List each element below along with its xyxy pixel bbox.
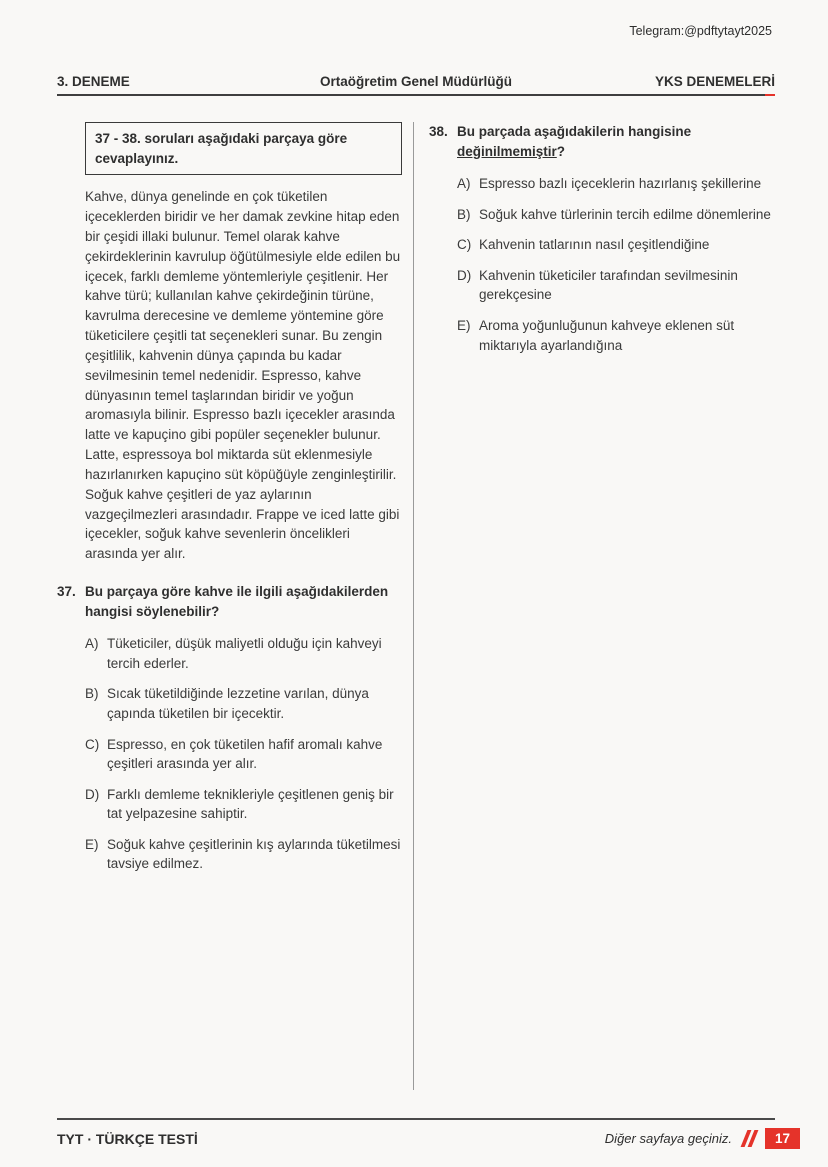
option-text: Aroma yoğunluğunun kahveye eklenen süt miktarıyla ayarlandığına	[479, 317, 735, 353]
option-label: E)	[85, 836, 99, 852]
option-text: Soğuk kahve türlerinin tercih edilme dönemlerine	[479, 206, 771, 222]
footer-test-title: TYT · TÜRKÇE TESTİ	[57, 1130, 198, 1147]
option-37-b[interactable]	[85, 684, 402, 723]
instruction-box: 37 - 38. soruları aşağıdaki parçaya göre cevaplayınız.	[85, 122, 402, 175]
question-38-number: 38.	[429, 124, 448, 139]
header-divider	[57, 94, 775, 96]
question-37-head	[57, 582, 402, 621]
question-38-head	[429, 122, 775, 161]
option-text: Kahvenin tatlarının nasıl çeşitlendiğine	[479, 237, 710, 253]
option-text: Sıcak tüketildiğinde lezzetine varılan, dünya çapında tüketilen bir içecektir.	[107, 686, 369, 721]
header-exam-number: 3. DENEME	[57, 74, 130, 89]
option-38-a[interactable]	[457, 174, 775, 194]
option-label: D)	[85, 786, 100, 802]
footer-right-group	[605, 1128, 800, 1149]
option-38-d[interactable]	[457, 266, 775, 305]
option-text: Soğuk kahve çeşitlerinin kış aylarında tüketilmesi tavsiye edilmez.	[107, 836, 401, 872]
question-37-number: 37.	[57, 584, 76, 600]
option-text: Farklı demleme teknikleriyle çeşitlenen geniş bir tat yelpazesine sahiptir.	[107, 786, 394, 822]
option-37-e[interactable]	[85, 835, 402, 874]
option-37-a[interactable]	[85, 634, 402, 673]
stem-suffix: ?	[556, 143, 566, 159]
page-header	[57, 74, 775, 89]
option-label: D)	[457, 267, 472, 283]
option-text: Espresso bazlı içeceklerin hazırlanış şekillerine	[479, 176, 762, 192]
header-red-accent	[765, 94, 775, 96]
page-number-badge: 17	[765, 1128, 800, 1149]
question-38-stem	[457, 122, 775, 161]
footer-divider	[57, 1118, 775, 1120]
question-37-options	[85, 634, 402, 874]
stem-prefix: Bu parçada aşağıdakilerin hangisine	[457, 124, 692, 139]
option-37-c[interactable]	[85, 735, 402, 774]
option-label: A)	[85, 636, 99, 652]
question-37-stem: Bu parçaya göre kahve ile ilgili aşağıdakilerden hangisi söylenebilir?	[85, 584, 389, 619]
option-text: Espresso, en çok tüketilen hafif aromalı kahve çeşitleri arasında yer alır.	[107, 736, 383, 772]
page-footer	[57, 1128, 800, 1149]
question-38	[429, 122, 775, 355]
option-label: C)	[85, 736, 100, 752]
option-label: E)	[457, 317, 471, 333]
footer-next-page-note: Diğer sayfaya geçiniz.	[604, 1131, 732, 1146]
telegram-watermark: Telegram:@pdftytayt2025	[629, 24, 772, 38]
page-content	[57, 122, 775, 1090]
option-label: A)	[457, 176, 471, 192]
option-38-c[interactable]	[457, 235, 775, 255]
option-label: B)	[85, 686, 99, 702]
reading-passage: Kahve, dünya genelinde en çok tüketilen içeceklerden biridir ve her damak zevkine hitap eden bir çeşidi illaki bulunur. Temel olarak kahve çekirdeklerinin kavrulup öğütülmesiyle elde edilen bu içecek, farklı demleme yöntemleriyle çeşitlenir. Her kahve türü; kullanılan kahve çekirdeğinin türüne, kavrulma derecesine ve demleme yöntemine göre tüketicilere çeşitli tat seçenekleri sunar. Bu zengin çeşitlilik, kahvenin dünya çapında bu kadar sevilmesinin temel nedenidir. Espresso, kahve dünyasının temel taşlarından biridir ve yoğun aromasıyla bilinir. Espresso bazlı içecekler arasında latte ve kapuçino gibi popüler seçenekler bulunur. Latte, espressoya bol miktarda süt eklenmesiyle hazırlanırken kapuçino süt köpüğüyle zenginleştirilir. Soğuk kahve çeşitleri de yaz aylarının vazgeçilmezleri arasındadır. Frappe ve iced latte gibi içecekler, soğuk kahve sevenlerin öncelikleri arasında yer alır.	[85, 189, 401, 562]
option-text: Kahvenin tüketiciler tarafından sevilmesinin gerekçesine	[479, 267, 738, 303]
option-37-d[interactable]	[85, 785, 402, 824]
double-slash-icon	[744, 1130, 755, 1147]
option-38-b[interactable]	[457, 205, 775, 225]
option-label: C)	[457, 237, 472, 253]
header-title: Ortaöğretim Genel Müdürlüğü	[319, 74, 512, 89]
right-column	[425, 122, 775, 1090]
stem-underlined-word: değinilmemiştir	[457, 143, 557, 159]
question-37	[57, 582, 402, 874]
left-column	[57, 122, 402, 1090]
question-38-options	[457, 174, 775, 355]
option-label: B)	[457, 206, 471, 222]
option-text: Tüketiciler, düşük maliyetli olduğu için kahveyi tercih ederler.	[107, 636, 382, 671]
header-series: YKS DENEMELERİ	[654, 74, 775, 89]
column-divider	[413, 122, 414, 1090]
option-38-e[interactable]	[457, 316, 775, 355]
